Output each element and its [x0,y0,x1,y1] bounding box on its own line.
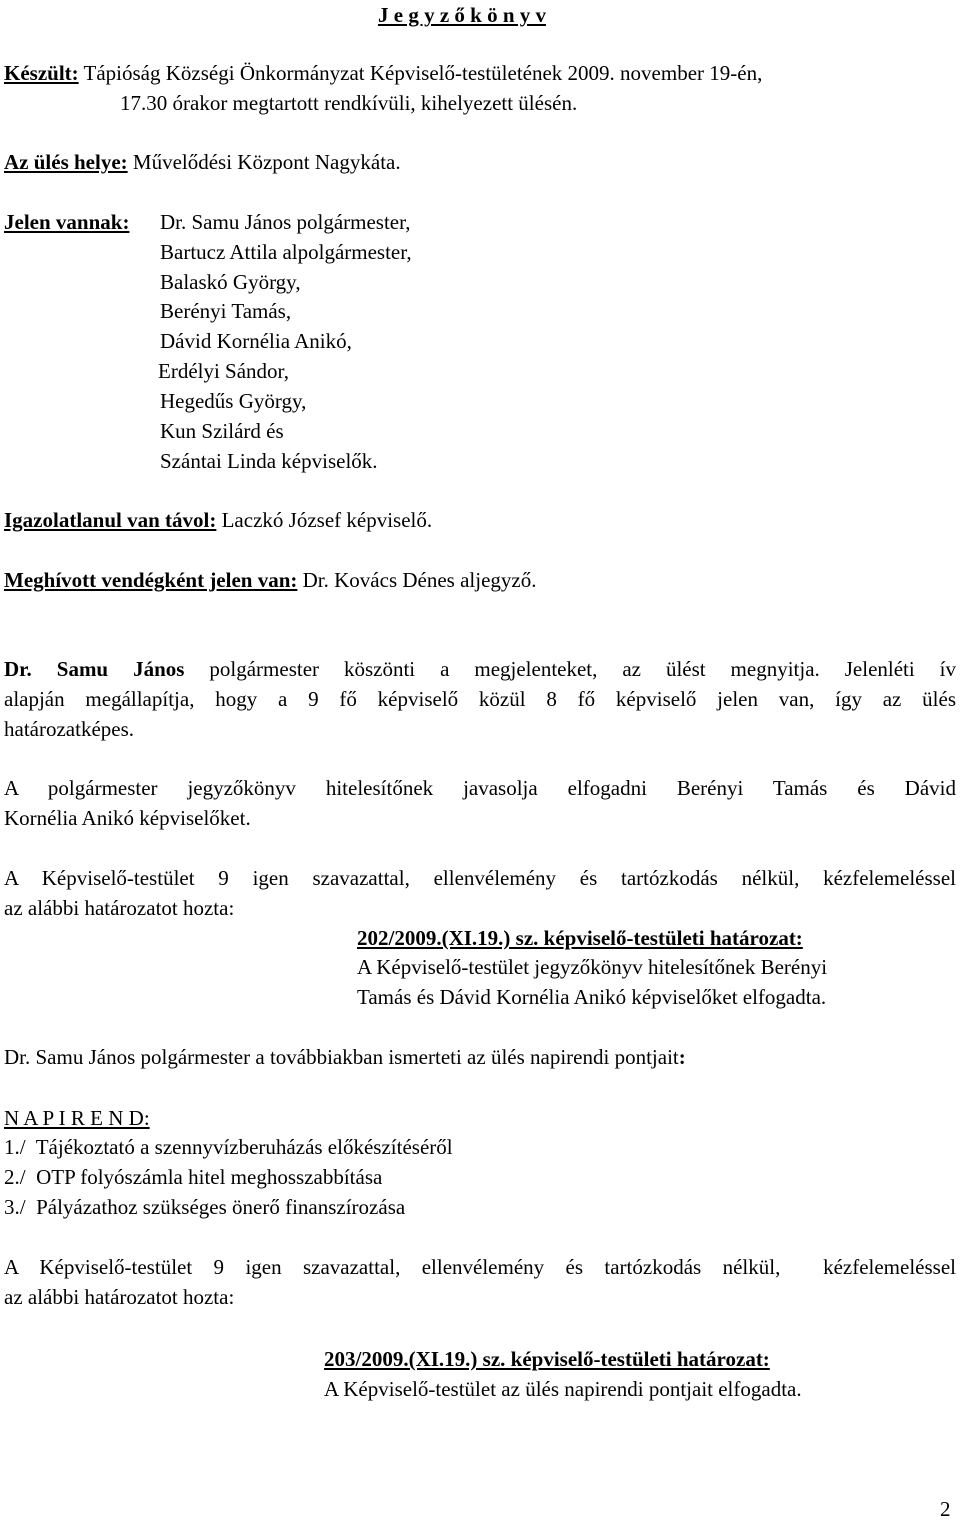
resolution-1-line-2: Tamás és Dávid Kornélia Anikó képviselőket elfogadta. [357,985,827,1009]
agenda-item: 2./ OTP folyószámla hitel meghosszabbítása [4,1165,383,1189]
present-name: Hegedűs György, [160,389,307,413]
resolution-2-line-1: A Képviselő-testület az ülés napirendi pontjait elfogadta. [324,1377,802,1401]
keszult-label: Készült: [4,61,79,85]
guest-text: Dr. Kovács Dénes aljegyző. [302,568,537,592]
para1-line-1 [4,656,956,682]
para5-line-2: az alábbi határozatot hozta: [4,1285,235,1309]
absent-line [4,507,432,533]
para4 [4,1044,686,1070]
keszult-text-1: Tápióság Községi Önkormányzat Képviselő-testületének 2009. november 19-én, [83,61,763,85]
present-name: Berényi Tamás, [160,299,292,323]
location-label: Az ülés helye: [4,150,128,174]
resolution-1-title: 202/2009.(XI.19.) sz. képviselő-testületi határozat: [357,926,803,950]
keszult-text-2: 17.30 órakor megtartott rendkívüli, kihelyezett ülésén. [120,91,578,115]
agenda-item: 3./ Pályázathoz szükséges önerő finanszírozása [4,1195,406,1219]
present-name: Dávid Kornélia Anikó, [160,329,352,353]
para1-bold-name: Dr. Samu János [4,657,185,681]
para2-line-1: A polgármester jegyzőkönyv hitelesítőnek javasolja elfogadni Berényi Tamás és Dávid [4,776,956,800]
location-text: Művelődési Központ Nagykáta. [132,150,401,174]
absent-label: Igazolatlanul van távol: [4,508,217,532]
para1-line-2: alapján megállapítja, hogy a 9 fő képviselő közül 8 fő képviselő jelen van, így az ülés [4,687,956,711]
present-name: Szántai Linda képviselők. [160,449,378,473]
location-line [4,149,401,175]
para4-colon: : [678,1045,686,1069]
present-name: Erdélyi Sándor, [158,359,289,383]
resolution-1-line-1: A Képviselő-testület jegyzőkönyv hitelesítőnek Berényi [357,955,828,979]
para3-line-2: az alábbi határozatot hozta: [4,896,235,920]
para3-line-1: A Képviselő-testület 9 igen szavazattal, ellenvélemény és tartózkodás nélkül, kézfelemeléssel [4,866,956,890]
para4-text: Dr. Samu János polgármester a továbbiakban ismerteti az ülés napirendi pontjait [4,1045,679,1069]
present-name: Balaskó György, [160,270,301,294]
present-label: Jelen vannak: [4,210,130,234]
para1-line-1-text: polgármester köszönti a megjelenteket, az ülést megnyitja. Jelenléti ív [209,657,957,681]
guest-line [4,567,536,593]
para2-line-2: Kornélia Anikó képviselőket. [4,806,251,830]
page-number: 2 [940,1497,951,1521]
present-name: Kun Szilárd és [160,419,284,443]
keszult-line [4,60,762,86]
present-name: Dr. Samu János polgármester, [160,210,411,234]
agenda-title: N A P I R E N D: [4,1106,150,1130]
para1-line-3: határozatképes. [4,717,135,741]
guest-label: Meghívott vendégként jelen van: [4,568,298,592]
agenda-item: 1./ Tájékoztató a szennyvízberuházás előkészítéséről [4,1135,453,1159]
document-title: J e g y z ő k ö n y v [378,3,546,27]
absent-text: Laczkó József képviselő. [221,508,433,532]
present-name: Bartucz Attila alpolgármester, [160,240,412,264]
resolution-2-title: 203/2009.(XI.19.) sz. képviselő-testületi határozat: [324,1347,770,1371]
para5-line-1: A Képviselő-testület 9 igen szavazattal, ellenvélemény és tartózkodás nélkül, kézfelemeléssel [4,1255,956,1279]
